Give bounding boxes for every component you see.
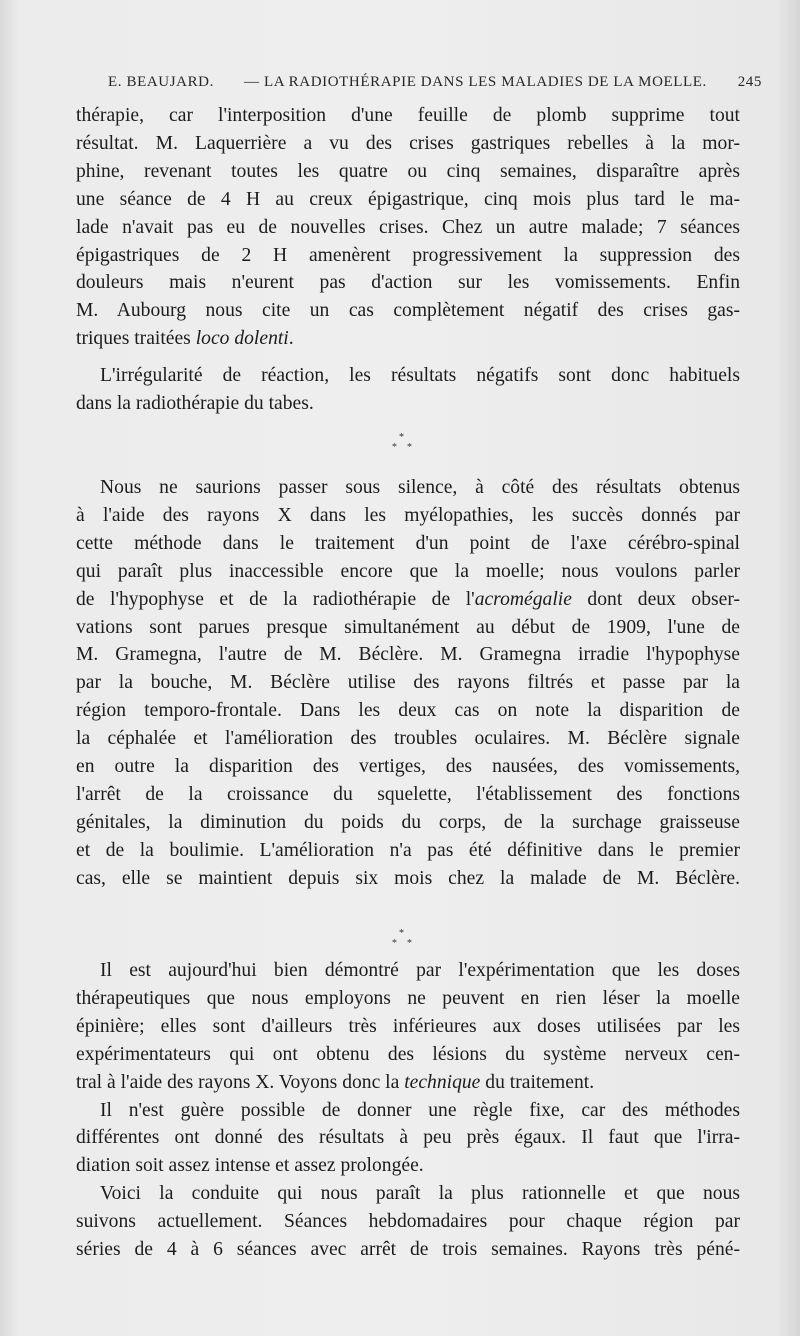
header-author: E. BEAUJARD. xyxy=(108,74,214,90)
asterisk-glyph: * xyxy=(407,938,412,949)
text-run: triques traitées xyxy=(76,328,196,350)
section-separator-asterism xyxy=(380,928,420,958)
header-title: — LA RADIOTHÉRAPIE DANS LES MALADIES DE LA MOELLE. xyxy=(244,74,707,90)
section-technique xyxy=(76,957,740,1264)
asterisk-glyph: * xyxy=(399,928,404,939)
text-line: Il est aujourd'hui bien démontré par l'expérimentation que les doses xyxy=(100,960,740,981)
text-line: Nous ne saurions passer sous silence, à côté des résultats obtenus xyxy=(100,477,740,498)
text-line: et de la boulimie. L'amélioration n'a pas été définitive dans le premier xyxy=(76,839,740,861)
text-run: du traitement. xyxy=(480,1071,595,1093)
text-line: qui paraît plus inaccessible encore que la moelle; nous voulons parler xyxy=(76,560,740,582)
text-line: génitales, la diminution du poids du corps, de la surchage graisseuse xyxy=(76,811,740,833)
text-line: dans la radiothérapie du tabes. xyxy=(76,392,314,414)
text-line: diation soit assez intense et assez prolongée. xyxy=(76,1155,424,1177)
text-run: . xyxy=(288,328,294,350)
text-line: expérimentateurs qui ont obtenu des lésions du système nerveux cen- xyxy=(76,1043,740,1065)
text-line: par la bouche, M. Béclère utilise des rayons filtrés et passe par la xyxy=(76,672,740,694)
paragraph-acromegaly xyxy=(76,474,740,893)
paragraph-tabes-conclusion xyxy=(76,362,740,418)
text-line: résultat. M. Laquerrière a vu des crises gastriques rebelles à la mor- xyxy=(76,132,740,154)
text-line xyxy=(76,325,740,353)
text-line: Voici la conduite qui nous paraît la plus rationnelle et que nous xyxy=(100,1183,740,1205)
asterisk-glyph: * xyxy=(407,442,412,453)
section-separator-asterism xyxy=(380,432,420,462)
text-line: l'arrêt de la croissance du squelette, l'établissement des fonctions xyxy=(76,783,740,805)
text-run: dont deux obser- xyxy=(571,588,740,610)
text-line: épigastriques de 2 H amenèrent progressivement la suppression des xyxy=(76,244,740,266)
text-line: la céphalée et l'amélioration des troubles oculaires. M. Béclère signale xyxy=(76,728,740,750)
page-number: 245 xyxy=(737,74,762,90)
text-line: à l'aide des rayons X dans les myélopathies, les succès donnés par xyxy=(76,504,740,526)
text-line: une séance de 4 H au creux épigastrique, cinq mois plus tard le ma- xyxy=(76,188,740,210)
italic-phrase: loco dolenti xyxy=(195,328,289,350)
asterisk-glyph: * xyxy=(392,938,397,949)
text-line: séries de 4 à 6 séances avec arrêt de trois semaines. Rayons très péné- xyxy=(76,1239,740,1261)
text-line: suivons actuellement. Séances hebdomadaires pour chaque région par xyxy=(76,1211,740,1233)
text-line: Il n'est guère possible de donner une règle fixe, car des méthodes xyxy=(100,1099,740,1121)
text-line: M. Aubourg nous cite un cas complètement négatif des crises gas- xyxy=(76,300,740,322)
asterisk-glyph: * xyxy=(399,432,404,443)
italic-term: acromégalie xyxy=(474,588,572,610)
text-line: vations sont parues presque simultanément au début de 1909, l'une de xyxy=(76,616,740,638)
text-line xyxy=(76,586,740,614)
text-line: M. Gramegna, l'autre de M. Béclère. M. Gramegna irradie l'hypophyse xyxy=(76,644,740,666)
running-header xyxy=(108,74,762,100)
text-line: douleurs mais n'eurent pas d'action sur les vomissements. Enfin xyxy=(76,272,740,294)
text-line: L'irrégularité de réaction, les résultats négatifs sont donc habituels xyxy=(100,365,740,386)
text-run: tral à l'aide des rayons X. Voyons donc la xyxy=(76,1071,405,1093)
text-line: thérapie, car l'interposition d'une feuille de plomb supprime tout xyxy=(76,105,740,126)
text-line: cette méthode dans le traitement d'un point de l'axe cérébro-spinal xyxy=(76,532,740,554)
text-line: en outre la disparition des vertiges, des nausées, des vomissements, xyxy=(76,756,740,778)
text-line: différentes ont donné des résultats à peu près égaux. Il faut que l'irra- xyxy=(76,1127,740,1149)
text-run: de l'hypophyse et de la radiothérapie de l' xyxy=(76,588,475,610)
text-line: lade n'avait pas eu de nouvelles crises. Chez un autre malade; 7 séances xyxy=(76,216,740,238)
text-line: phine, revenant toutes les quatre ou cinq semaines, disparaître après xyxy=(76,160,740,182)
text-line: cas, elle se maintient depuis six mois chez la malade de M. Béclère. xyxy=(76,867,740,889)
text-line xyxy=(76,1069,740,1097)
paragraph-continuation xyxy=(76,102,740,353)
text-line: épinière; elles sont d'ailleurs très inférieures aux doses utilisées par les xyxy=(76,1015,740,1037)
asterisk-glyph: * xyxy=(392,442,397,453)
text-line: thérapeutiques que nous employons ne peuvent en rien léser la moelle xyxy=(76,987,740,1009)
italic-term: technique xyxy=(404,1071,481,1093)
text-line: région temporo-frontale. Dans les deux cas on note la disparition de xyxy=(76,700,740,722)
